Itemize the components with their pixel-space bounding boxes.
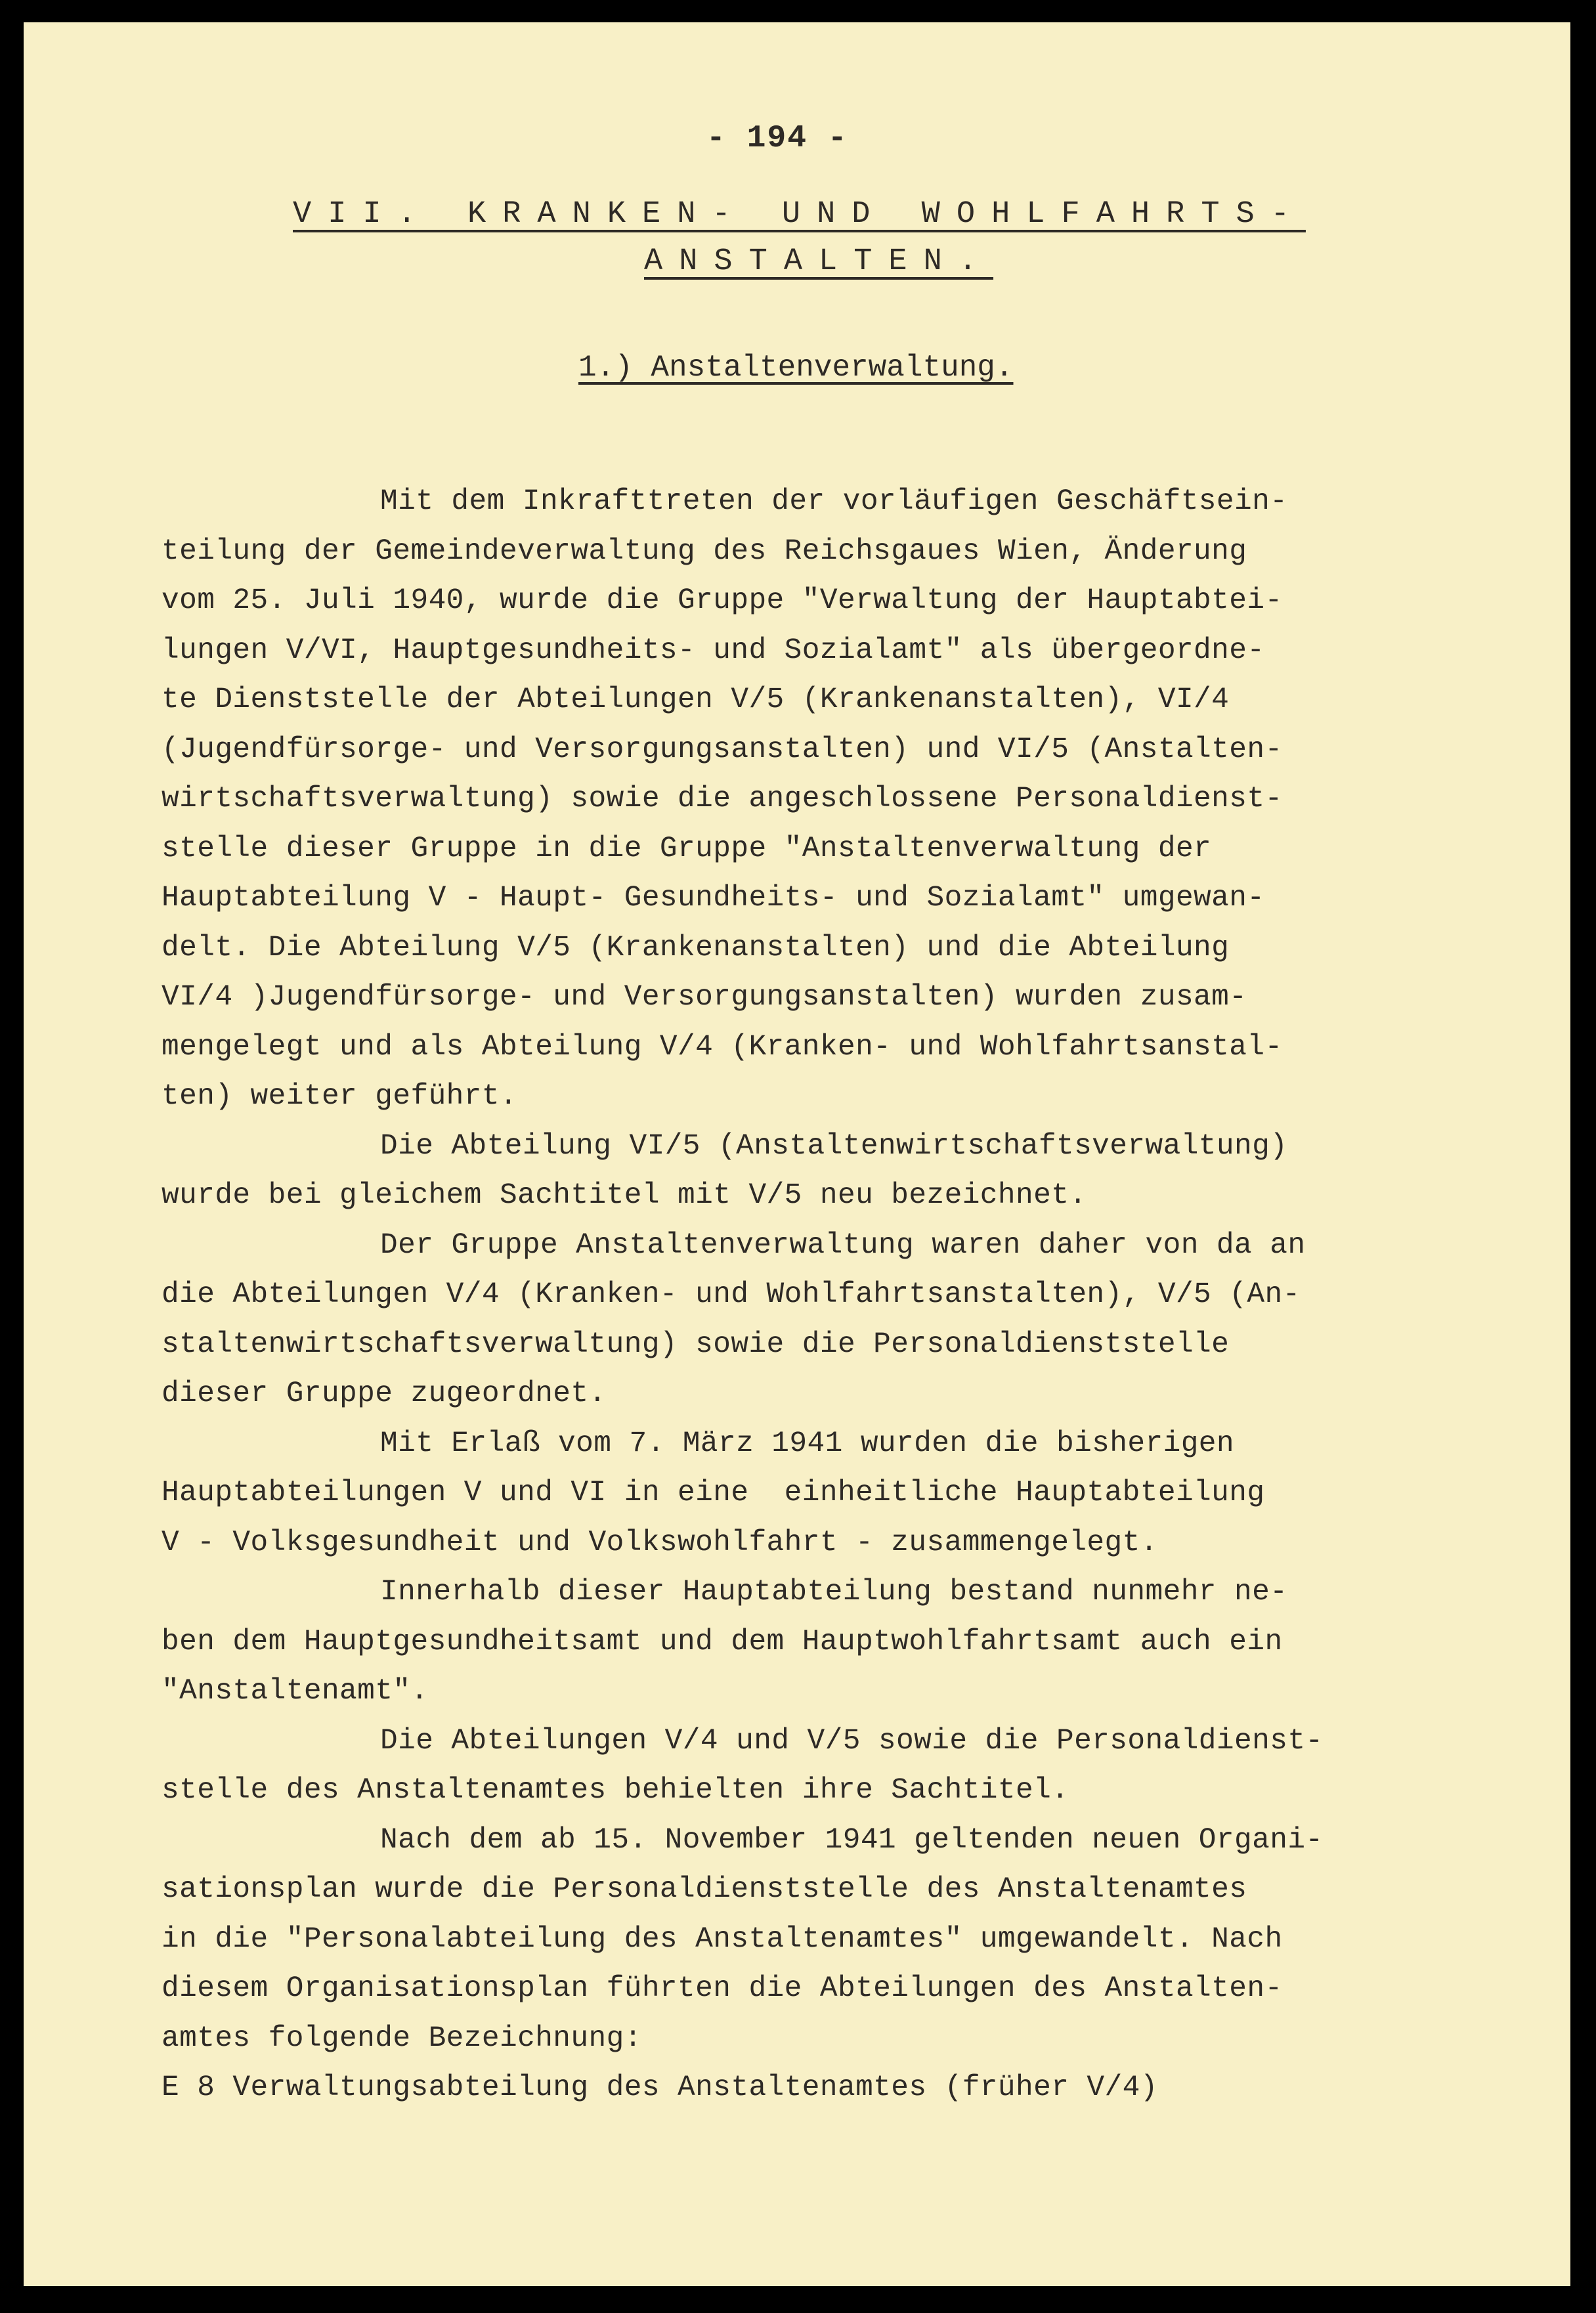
body-line: Die Abteilungen V/4 und V/5 sowie die Personaldienst- (380, 1724, 1324, 1758)
body-line: E 8 Verwaltungsabteilung des Anstaltenamtes (früher V/4) (162, 2071, 1158, 2104)
body-line: stelle des Anstaltenamtes behielten ihre Sachtitel. (162, 1774, 1069, 1807)
body-line: Mit Erlaß vom 7. März 1941 wurden die bisherigen (380, 1427, 1235, 1460)
body-line: staltenwirtschaftsverwaltung) sowie die Personaldienststelle (162, 1328, 1230, 1361)
body-line: "Anstaltenamt". (162, 1675, 429, 1708)
body-line: ben dem Hauptgesundheitsamt und dem Hauptwohlfahrtsamt auch ein (162, 1625, 1283, 1658)
chapter-heading-line-1: VII. KRANKEN- UND WOHLFAHRTS- (293, 197, 1306, 232)
body-line: sationsplan wurde die Personaldienststelle des Anstaltenamtes (162, 1873, 1247, 1906)
body-line: Die Abteilung VI/5 (Anstaltenwirtschaftsverwaltung) (380, 1129, 1288, 1163)
chapter-heading-line-2: ANSTALTEN. (644, 244, 994, 279)
body-line: stelle dieser Gruppe in die Gruppe "Anstaltenverwaltung der (162, 832, 1212, 865)
body-line: mengelegt und als Abteilung V/4 (Kranken- und Wohlfahrtsanstal- (162, 1030, 1283, 1064)
body-line: Mit dem Inkrafttreten der vorläufigen Geschäftsein- (380, 485, 1288, 518)
body-line: Hauptabteilung V - Haupt- Gesundheits- und Sozialamt" umgewan- (162, 882, 1265, 915)
body-line: dieser Gruppe zugeordnet. (162, 1377, 607, 1410)
body-line: Hauptabteilungen V und VI in eine einheitliche Hauptabteilung (162, 1477, 1265, 1509)
body-line: Innerhalb dieser Hauptabteilung bestand nunmehr ne- (380, 1576, 1288, 1609)
page-number: - 194 - (706, 121, 848, 156)
body-line: delt. Die Abteilung V/5 (Krankenanstalten) und die Abteilung (162, 931, 1230, 964)
body-line: teilung der Gemeindeverwaltung des Reichsgaues Wien, Änderung (162, 534, 1247, 568)
body-line: te Dienststelle der Abteilungen V/5 (Krankenanstalten), VI/4 (162, 683, 1230, 716)
body-line: VI/4 )Jugendfürsorge- und Versorgungsanstalten) wurden zusam- (162, 981, 1247, 1014)
body-line: diesem Organisationsplan führten die Abteilungen des Anstalten- (162, 1972, 1283, 2005)
body-line: Nach dem ab 15. November 1941 geltenden neuen Organi- (380, 1823, 1324, 1857)
body-line: (Jugendfürsorge- und Versorgungsanstalten) und VI/5 (Anstalten- (162, 733, 1283, 766)
body-text (162, 477, 1553, 2113)
body-line: amtes folgende Bezeichnung: (162, 2021, 642, 2055)
body-line: wurde bei gleichem Sachtitel mit V/5 neu bezeichnet. (162, 1179, 1087, 1212)
body-line: in die "Personalabteilung des Anstaltenamtes" umgewandelt. Nach (162, 1922, 1283, 1956)
body-line: wirtschaftsverwaltung) sowie die angeschlossene Personaldienst- (162, 783, 1283, 815)
body-line: lungen V/VI, Hauptgesundheits- und Sozialamt" als übergeordne- (162, 634, 1265, 667)
body-line: vom 25. Juli 1940, wurde die Gruppe "Verwaltung der Hauptabtei- (162, 584, 1283, 617)
body-line: ten) weiter geführt. (162, 1080, 518, 1113)
section-title: 1.) Anstaltenverwaltung. (578, 351, 1014, 385)
document-page (24, 22, 1570, 2286)
body-line: V - Volksgesundheit und Volkswohlfahrt - zusammengelegt. (162, 1526, 1158, 1559)
body-line: die Abteilungen V/4 (Kranken- und Wohlfahrtsanstalten), V/5 (An- (162, 1278, 1301, 1311)
body-line: Der Gruppe Anstaltenverwaltung waren daher von da an (380, 1228, 1306, 1262)
